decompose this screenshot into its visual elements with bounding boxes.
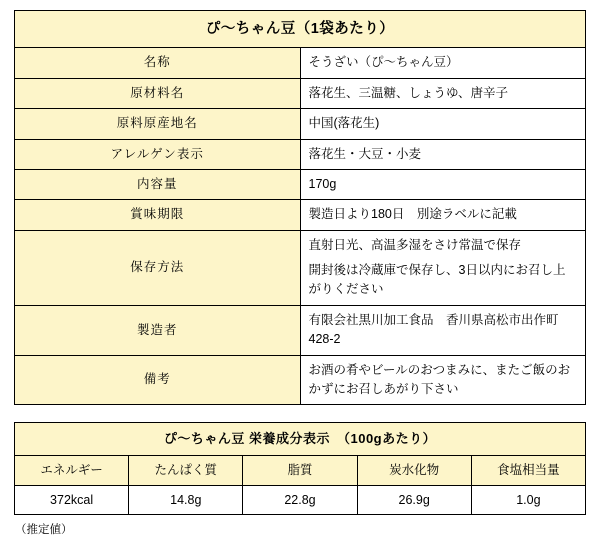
nutrition-value-salt: 1.0g — [471, 485, 585, 515]
row-label-content-amount: 内容量 — [15, 169, 301, 199]
row-label-allergen: アレルゲン表示 — [15, 139, 301, 169]
row-label-origin: 原料原産地名 — [15, 109, 301, 139]
nutrition-header-fat: 脂質 — [243, 455, 357, 485]
row-label-remarks: 備考 — [15, 355, 301, 405]
row-value-name — [300, 48, 586, 78]
nutrition-value-energy: 372kcal — [15, 485, 129, 515]
nutrition-header-protein: たんぱく質 — [129, 455, 243, 485]
product-title: ぴ〜ちゃん豆（1袋あたり） — [15, 11, 586, 48]
nutrition-value-fat: 22.8g — [243, 485, 357, 515]
value-line: 製造日より180日 別途ラベルに記載 — [308, 207, 517, 222]
nutrition-note: （推定値） — [15, 524, 73, 537]
value-line: 有限会社黒川加工食品 香川県高松市出作町428-2 — [308, 312, 559, 347]
nutrition-value-row — [15, 485, 586, 515]
table-row — [15, 200, 586, 230]
row-value-origin — [300, 109, 586, 139]
table-title-row — [15, 11, 586, 48]
nutrition-value-protein: 14.8g — [129, 485, 243, 515]
row-value-ingredients — [300, 78, 586, 108]
value-line: お酒の肴やビールのおつまみに、またご飯のおかずにお召しあがり下さい — [308, 362, 571, 396]
row-value-best-before — [300, 200, 586, 230]
row-label-manufacturer: 製造者 — [15, 305, 301, 355]
table-row — [15, 139, 586, 169]
table-row — [15, 169, 586, 199]
row-value-allergen — [300, 139, 586, 169]
value-line: そうざい（ぴ〜ちゃん豆） — [308, 55, 459, 70]
value-line: 直射日光、高温多湿をさけ常温で保存 — [308, 237, 522, 252]
nutrition-header-carbohydrate: 炭水化物 — [357, 455, 471, 485]
product-info-table — [14, 10, 586, 405]
row-label-best-before: 賞味期限 — [15, 200, 301, 230]
row-label-name: 名称 — [15, 48, 301, 78]
nutrition-table — [14, 422, 586, 515]
table-row — [15, 305, 586, 355]
nutrition-header-row — [15, 455, 586, 485]
nutrition-header-salt: 食塩相当量 — [471, 455, 585, 485]
nutrition-header-energy: エネルギー — [15, 455, 129, 485]
row-value-remarks — [300, 355, 586, 405]
row-value-content-amount — [300, 169, 586, 199]
value-line: 中国(落花生) — [308, 116, 380, 131]
table-row — [15, 355, 586, 405]
row-label-storage: 保存方法 — [15, 230, 301, 305]
table-row — [15, 109, 586, 139]
nutrition-title: ぴ〜ちゃん豆 栄養成分表示 （100gあたり） — [15, 423, 586, 456]
row-value-manufacturer — [300, 305, 586, 355]
value-line: 開封後は冷蔵庫で保存し、3日以内にお召し上がりください — [308, 263, 566, 297]
nutrition-title-row — [15, 423, 586, 456]
table-row — [15, 48, 586, 78]
nutrition-value-carbohydrate: 26.9g — [357, 485, 471, 515]
row-value-storage — [300, 230, 586, 305]
value-line: 落花生、三温糖、しょうゆ、唐辛子 — [308, 85, 509, 100]
nutrition-section — [14, 422, 586, 537]
row-label-ingredients: 原材料名 — [15, 78, 301, 108]
table-row — [15, 230, 586, 305]
table-row — [15, 78, 586, 108]
value-line: 落花生・大豆・小麦 — [308, 146, 422, 161]
value-line: 170g — [308, 176, 337, 191]
